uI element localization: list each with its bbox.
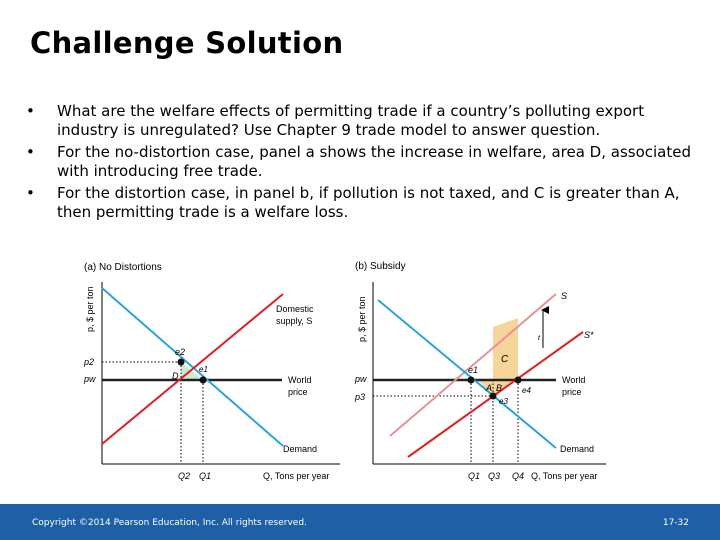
e4-point (515, 377, 522, 384)
panel-b (354, 261, 606, 481)
welfare-figure (78, 252, 618, 492)
p2-label: p2 (84, 357, 95, 367)
world-price-label-b2: price (562, 387, 582, 397)
panel-b-demand-label: Demand (560, 444, 595, 454)
area-b-label: B (496, 383, 503, 393)
panel-a-title: (a) No Distortions (84, 262, 162, 273)
s-label: S (561, 291, 568, 301)
s-star-label: S* (584, 330, 594, 340)
world-price-label-a1: World (288, 375, 312, 385)
t-label: t (538, 335, 540, 342)
e2-label: e2 (175, 347, 186, 357)
area-a-label: A (486, 383, 493, 393)
page-number: 17-32 (662, 518, 689, 528)
panel-a-demand-label: Demand (283, 444, 318, 454)
panel-b-ylabel: p, $ per ton (357, 296, 367, 342)
panel-b-xlabel: Q, Tons per year (531, 471, 598, 481)
pw-label-a: pw (84, 374, 96, 384)
bullet-text: What are the welfare effects of permitting trade if a country’s polluting export industry is unregulated? Use Chapter 9 trade model to answer question. (57, 102, 645, 139)
world-price-label-a2: price (288, 387, 308, 397)
bullet-symbol: • (26, 184, 35, 202)
panel-b-demand-curve (378, 300, 556, 448)
e3-label: e3 (499, 397, 508, 406)
q2-label: Q2 (178, 471, 191, 481)
supply-label-line1: Domestic (276, 304, 314, 314)
bullet-symbol: • (26, 102, 35, 120)
q4-label: Q4 (512, 471, 525, 481)
e1-point-a (200, 377, 207, 384)
e1-point-b (468, 377, 475, 384)
slide-title: Challenge Solution (30, 26, 344, 60)
bullet-text: For the no-distortion case, panel a shows the increase in welfare, area D, associated with introducing free trade. (57, 143, 692, 180)
q1-label-a: Q1 (199, 471, 212, 481)
supply-label-line2: supply, S (276, 316, 313, 326)
bullet-item (26, 102, 696, 139)
e1-label-b: e1 (468, 365, 479, 375)
bullet-list (26, 102, 696, 225)
bullet-text: For the distortion case, in panel b, if pollution is not taxed, and C is greater than A, then permitting trade is a welfare loss. (57, 184, 680, 221)
area-c-label: C (501, 354, 509, 365)
panel-a-xlabel: Q, Tons per year (263, 471, 330, 481)
e1-label-a: e1 (199, 365, 208, 374)
footer-bar (0, 504, 720, 540)
figure-svg (78, 252, 618, 492)
copyright-text: Copyright ©2014 Pearson Education, Inc. All rights reserved. (32, 518, 307, 528)
q1-label-b: Q1 (468, 471, 481, 481)
e3-point (490, 393, 497, 400)
panel-a (83, 262, 340, 481)
area-c (493, 318, 518, 380)
e2-point (178, 359, 185, 366)
e4-label: e4 (522, 386, 531, 395)
pw-label-b: pw (355, 374, 367, 384)
q3-label: Q3 (488, 471, 501, 481)
area-d-label: D (172, 371, 179, 381)
world-price-label-b1: World (562, 375, 586, 385)
panel-b-title: (b) Subsidy (355, 261, 406, 272)
p3-label: p3 (355, 392, 366, 402)
bullet-item (26, 184, 696, 221)
panel-a-ylabel: p, $ per ton (85, 286, 95, 332)
bullet-item (26, 143, 696, 180)
bullet-symbol: • (26, 143, 35, 161)
